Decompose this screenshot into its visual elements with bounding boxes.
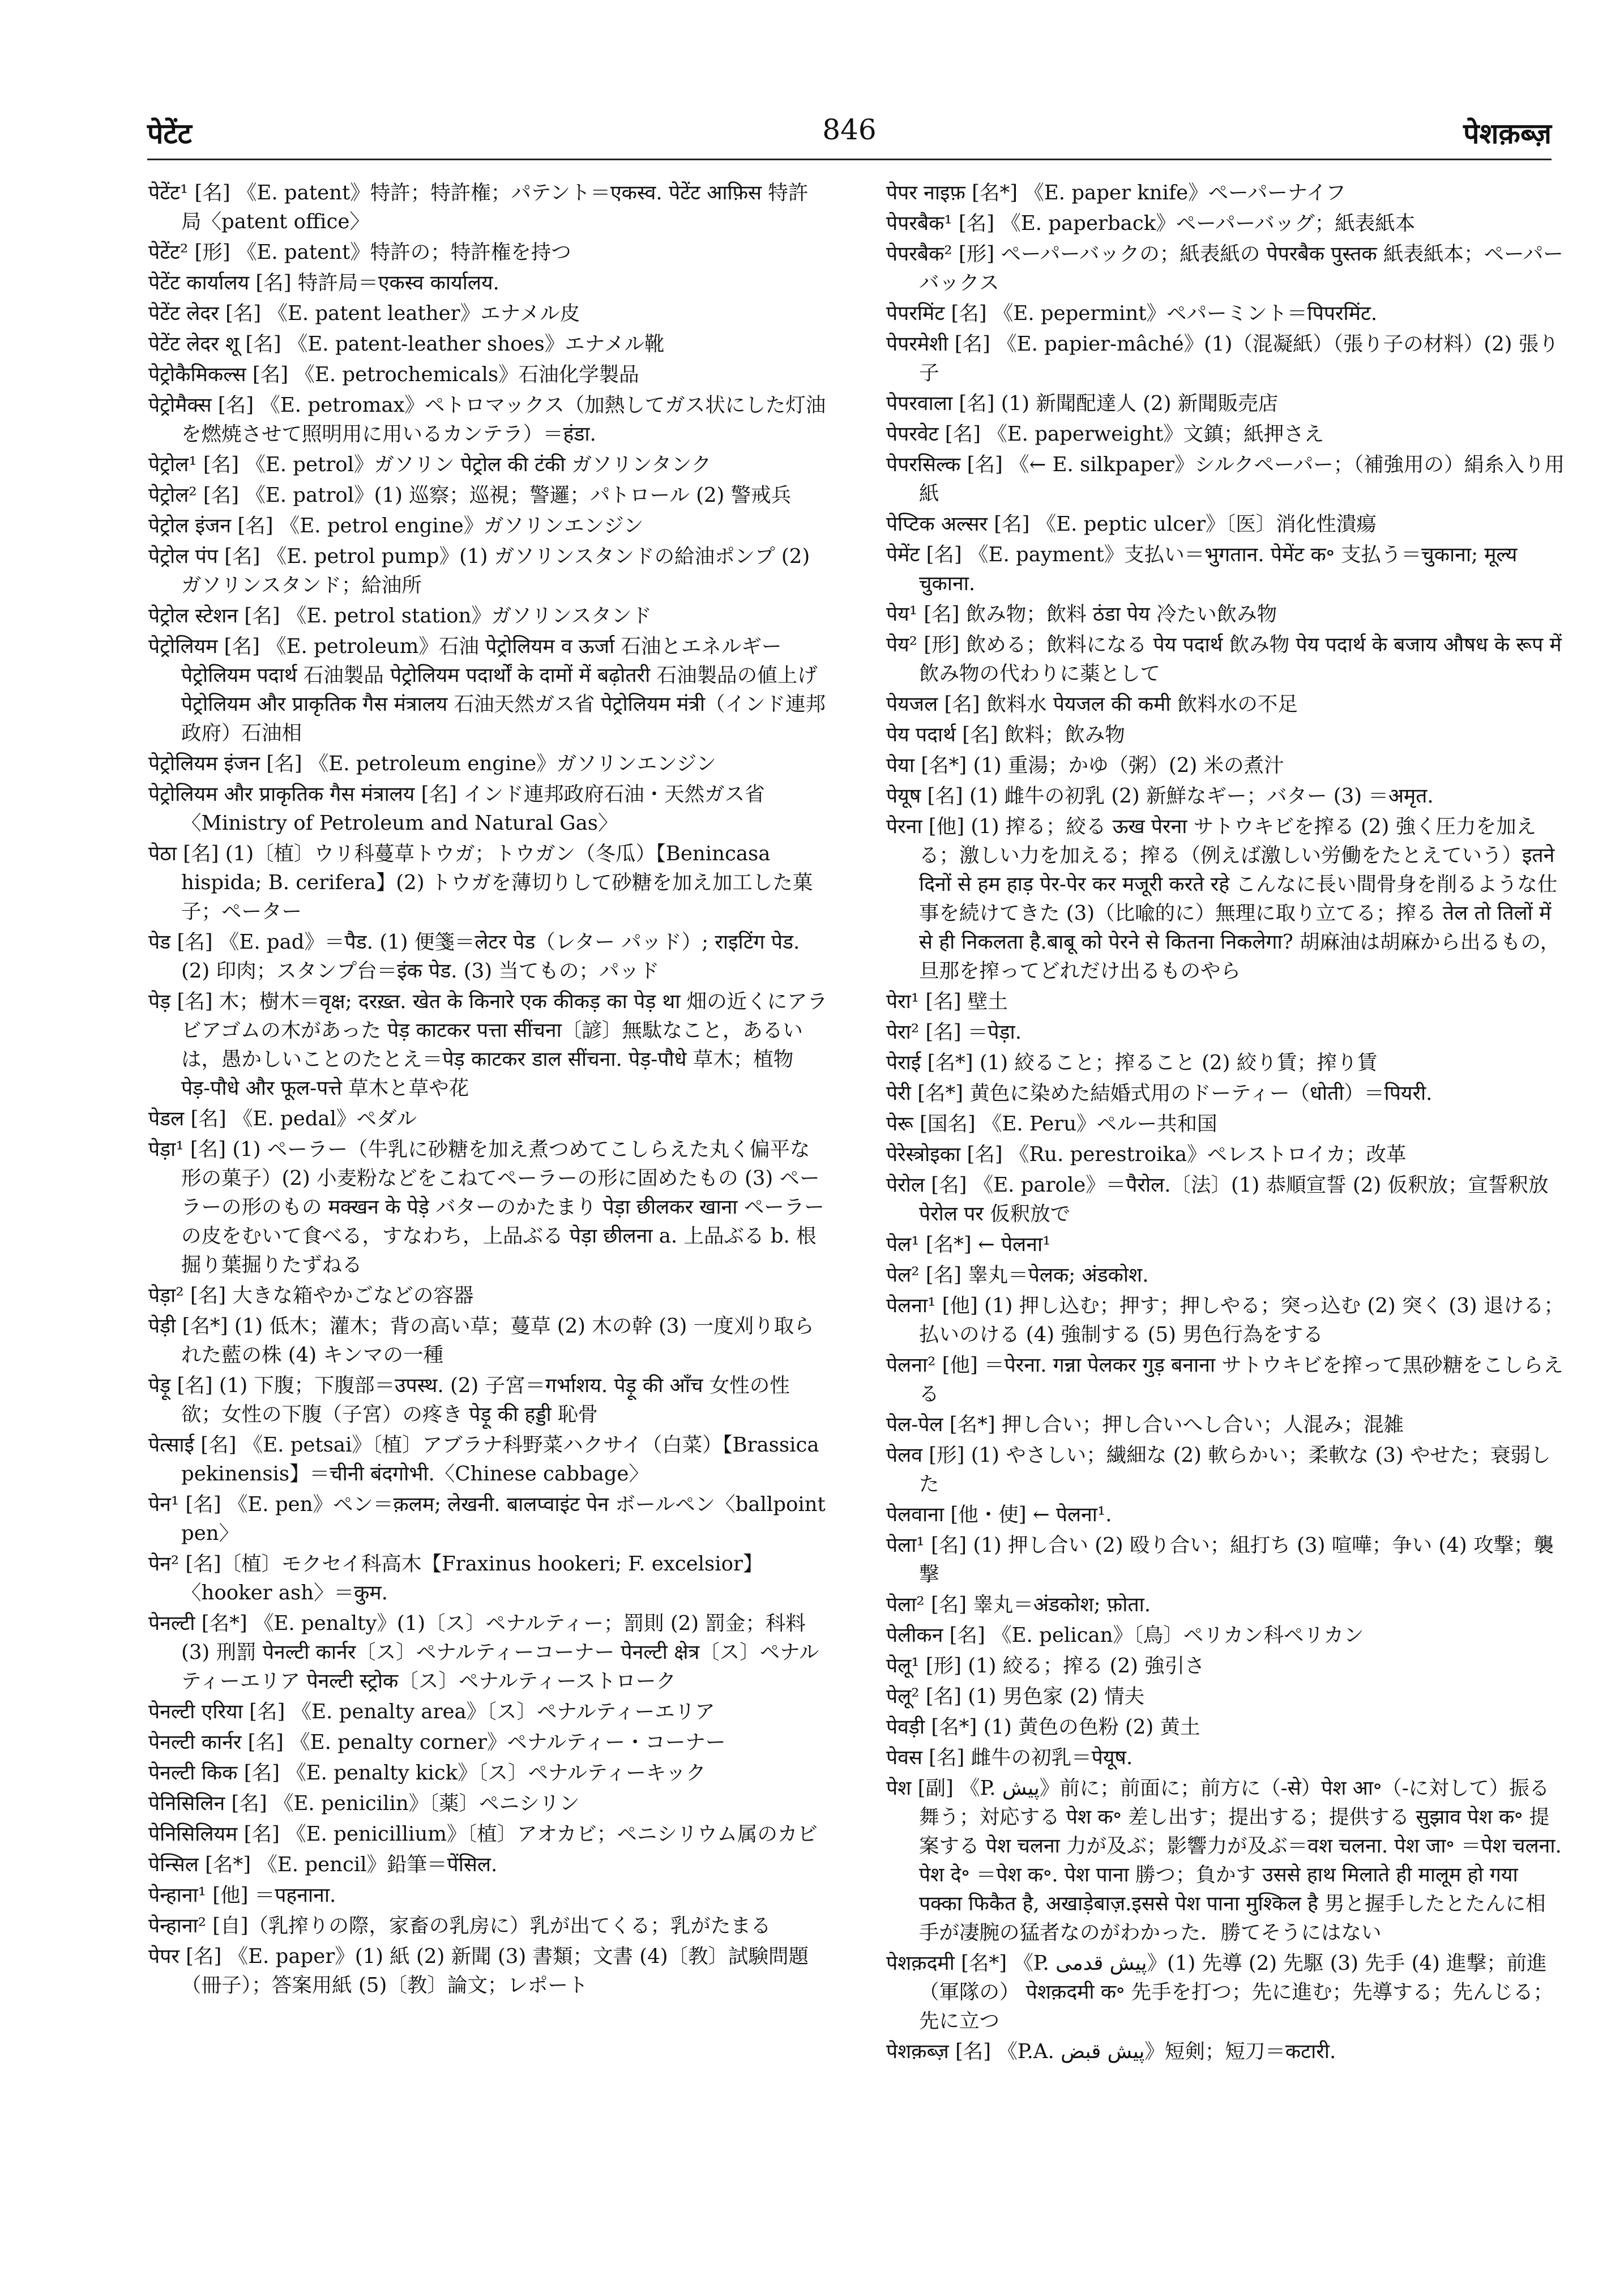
dictionary-entry: पेट्रोमैक्स [名] 《E. petromax》ペトロマックス（加熱してガス状にした灯油を燃焼させて照明用に用いるカンテラ）＝हंडा. (148, 394, 826, 446)
dictionary-entry: पेटेंट लेदर [名] 《E. patent leather》エナメル皮 (148, 302, 580, 325)
dictionary-entry: पेनल्टी किक [名] 《E. penalty kick》〔ス〕ペナルティーキック (148, 1761, 706, 1785)
dictionary-entry: पेट्रोकैमिकल्स [名] 《E. petrochemicals》石油化学製品 (148, 363, 639, 386)
dictionary-entry: पेनल्टी एरिया [名] 《E. penalty area》〔ス〕ペナルティーエリア (148, 1700, 715, 1723)
dictionary-entry: पेमेंट [名] 《E. payment》支払い＝भुगतान. पेमेंट क॰ 支払う＝चुकाना; मूल्य चुकाना. (886, 543, 1518, 595)
dictionary-entry: पेड़ा² [名] 大きな箱やかごなどの容器 (148, 1284, 474, 1307)
dictionary-entry: पेवड़ी [名*] (1) 黄色の色粉 (2) 黄土 (886, 1715, 1200, 1739)
dictionary-entry: पेत्साई [名] 《E. petsai》〔植〕アブラナ科野菜ハクサイ（白菜）【Brassica pekinensis】＝चीनी बंदगोभी.〈Chinese cabbage〉 (148, 1433, 819, 1486)
dictionary-entry: पेलू² [名] (1) 男色家 (2) 情夫 (886, 1685, 1145, 1708)
dictionary-entry: पेनिसिलिन [名] 《E. penicilin》〔薬〕ペニシリン (148, 1792, 580, 1815)
dictionary-entry: पेलना¹ [他] (1) 押し込む；押す；押しやる；突っ込む (2) 突く (3) 退ける；払いのける (4) 強制する (5) 男色行為をする (886, 1294, 1564, 1346)
dictionary-entry: पेनिसिलियम [名] 《E. penicillium》〔植〕アオカビ；ペニシリウム属のカビ (148, 1822, 818, 1846)
left-column (148, 178, 828, 2001)
dictionary-entry: पेनल्टी [名*] 《E. penalty》(1)〔ス〕ペナルティー；罰則 (2) 罰金；科料 (3) 刑罰 पेनल्टी कार्नर〔ス〕ペナルティーコーナー पेनल्टी क्षेत्र〔ス〕ペナルティーエリア पेनल्टी स्ट्रोक〔ス〕ペナルティーストローク (148, 1612, 819, 1693)
dictionary-entry: पेटेंट कार्यालय [名] 特許局＝एकस्व कार्यालय. (148, 271, 499, 294)
dictionary-entry: पेरना [他] (1) 搾る；絞る ऊख पेरना サトウキビを搾る (2) 強く圧力を加える；激しい力を加える；搾る（例えば激しい労働をたとえていう）इतने दिनों से हम हाड़ पेर-पेर कर मजूरी करते रहे こんなに長い間骨身を削るような仕事を続けてきた (3)（比喩的に）無理に取り立てる；搾る तेल तो तिलों में से ही निकलता है.बाबू को पेरने से कितना निकलेगा? 胡麻油は胡麻から出るもの，旦那を搾ってどれだけ出るものやら (886, 815, 1561, 983)
dictionary-entry: पेन² [名]〔植〕モクセイ科高木【Fraxinus hookeri; F. excelsior】〈hooker ash〉＝कुम. (148, 1552, 763, 1604)
left-guide-word: पेटेंट (147, 117, 192, 150)
dictionary-entry: पेलव [形] (1) やさしい；繊細な (2) 軟らかい；柔軟な (3) やせた；衰弱した (886, 1444, 1551, 1496)
dictionary-entry: पेलवाना [他・使] ← पेलना¹. (886, 1503, 1112, 1526)
header-rule (147, 159, 1552, 160)
dictionary-entry: पेरोल [名] 《E. parole》＝पैरोल.〔法〕(1) 恭順宣誓 (2) 仮釈放；宣誓釈放 पेरोल पर 仮釈放で (886, 1173, 1549, 1226)
page-number: 846 (822, 113, 877, 146)
dictionary-entry: पेरू [国名] 《E. Peru》ペルー共和国 (886, 1112, 1217, 1136)
dictionary-entry: पेड़ू [名] (1) 下腹；下腹部＝उपस्थ. (2) 子宮＝गर्भाशय. पेड़ू की आँच 女性の性欲；女性の下腹（子宮）の疼き पेड़ू की हड्डी 恥骨 (148, 1374, 790, 1426)
dictionary-entry: पेट्रोल स्टेशन [名] 《E. petrol station》ガソリンスタンド (148, 604, 652, 628)
dictionary-entry: पेपरमेशी [名] 《E. papier-mâché》(1)（混凝紙）（張り子の材料）(2) 張り子 (886, 332, 1559, 385)
dictionary-entry: पेन्सिल [名*] 《E. pencil》鉛筆＝पेंसिल. (148, 1853, 498, 1876)
dictionary-entry: पेय¹ [名] 飲み物；飲料 ठंडा पेय 冷たい飲み物 (886, 603, 1277, 626)
dictionary-entry: पेवस [名] 雌牛の初乳＝पेयूष. (886, 1746, 1133, 1769)
dictionary-entry: पेपरमिंट [名] 《E. pepermint》ペパーミント＝पिपरमिंट. (886, 302, 1378, 325)
dictionary-entry: पेट्रोल पंप [名] 《E. petrol pump》(1) ガソリンスタンドの給油ポンプ (2) ガソリンスタンド；給油所 (148, 545, 810, 597)
dictionary-entry: पेट्रोल¹ [名] 《E. petrol》ガソリン पेट्रोल की टंकी ガソリンタンク (148, 453, 712, 476)
dictionary-entry: पेल² [名] 睾丸＝पेलक; अंडकोश. (886, 1264, 1149, 1287)
dictionary-entry: पेपर नाइफ़ [名*] 《E. paper knife》ペーパーナイフ (886, 181, 1346, 204)
dictionary-entry: पेड [名] 《E. pad》＝पैड. (1) 便箋＝लेटर पेड（レター パッド）; राइटिंग पेड. (2) 印肉；スタンプ台＝इंक पेड. (3) 当てもの；パッド (148, 931, 800, 983)
dictionary-entry: पेट्रोल इंजन [名] 《E. petrol engine》ガソリンエンジン (148, 514, 644, 537)
dictionary-entry: पेया [名*] (1) 重湯；かゆ（粥）(2) 米の煮汁 (886, 754, 1284, 777)
dictionary-entry: पेट्रोलियम [名] 《E. petroleum》石油 पेट्रोलियम व ऊर्जा 石油とエネルギー पेट्रोलियम पदार्थ 石油製品 पेट्रोलियम पदार्थों के दामों में बढ़ोतरी 石油製品の値上げ पेट्रोलियम और प्राकृतिक गैस मंत्रालय 石油天然ガス省 पेट्रोलियम मंत्री（インド連邦政府）石油相 (148, 635, 826, 745)
dictionary-entry: पेश [副] 《P. پیش》前に；前面に；前方に（-से）पेश आ॰（-に対して）振る舞う；対応する पेश क॰ 差し出す；提出する；提供する सुझाव पेश क॰ 提案する पेश चलना 力が及ぶ；影響力が及ぶ＝वश चलना. पेश जा॰ ＝पेश चलना. पेश दे॰ ＝पेश क॰. पेश पाना 勝つ；負かす उससे हाथ मिलाते ही मालूम हो गया पक्का फिकैत है, अखाड़ेबाज़.इससे पेश पाना मुश्किल है 男と握手したとたんに相手が凄腕の猛者なのがわかった．勝てそうにはない (886, 1777, 1562, 1944)
dictionary-entry: पेपर [名] 《E. paper》(1) 紙 (2) 新聞 (3) 書類；文書 (4)〔教〕試験問題（冊子）；答案用紙 (5)〔教〕論文；レポート (148, 1945, 809, 1997)
dictionary-entry: पेन्हाना² [自]（乳搾りの際，家畜の乳房に）乳が出てくる；乳がたまる (148, 1914, 771, 1937)
right-column (886, 178, 1566, 2068)
dictionary-entry: पेय पदार्थ [名] 飲料；飲み物 (886, 723, 1125, 746)
dictionary-entry: पेड़ी [名*] (1) 低木；灌木；背の高い草；蔓草 (2) 木の幹 (3) 一度刈り取られた藍の株 (4) キンマの一種 (148, 1314, 814, 1367)
dictionary-entry: पेशक़दमी [名*] 《P. پیش قدمی》(1) 先導 (2) 先駆 (3) 先手 (4) 進撃；前進（軍隊の） पेशक़दमी क॰ 先手を打つ；先に進む；先導する；先んじる；先に立つ (886, 1952, 1554, 2033)
dictionary-entry: पेडल [名] 《E. pedal》ペダル (148, 1107, 417, 1130)
dictionary-entry: पेटेंट² [形] 《E. patent》特許の；特許権を持つ (148, 241, 571, 264)
right-guide-word: पेशक़ब्ज़ (1463, 117, 1552, 150)
dictionary-entry: पेयूष [名] (1) 雌牛の初乳 (2) 新鮮なギー；バター (3) ＝अमृत. (886, 784, 1434, 808)
dictionary-entry: पेट्रोलियम इंजन [名] 《E. petroleum engine》ガソリンエンジン (148, 752, 716, 775)
dictionary-entry: पेटेंट लेदर शू [名] 《E. patent-leather shoes》エナメル靴 (148, 332, 665, 356)
dictionary-entry: पेड़ा¹ [名] (1) ペーラー（牛乳に砂糖を加え煮つめてこしらえた丸く偏平な形の菓子）(2) 小麦粉などをこねてペーラーの形に固めたもの (3) ペーラーの形のもの मक्खन के पेड़े バターのかたまり पेड़ा छीलकर खाना ペーラーの皮をむいて食べる，すなわち，上品ぶる पेड़ा छीलना a. 上品ぶる b. 根掘り葉掘りたずねる (148, 1138, 824, 1277)
dictionary-entry: पेरेस्त्रोइका [名] 《Ru. perestroika》ペレストロイカ；改革 (886, 1143, 1407, 1166)
dictionary-entry: पेशक़ब्ज़ [名] 《P.A. پیش قبض》短剣；短刀＝कटारी. (886, 2040, 1336, 2063)
dictionary-entry: पेला¹ [名] (1) 押し合い (2) 殴り合い；組打ち (3) 喧嘩；争い (4) 攻撃；襲撃 (886, 1534, 1554, 1586)
dictionary-entry: पेयजल [名] 飲料水 पेयजल की कमी 飲料水の不足 (886, 693, 1298, 716)
dictionary-entry: पेपरबैक¹ [名] 《E. paperback》ペーパーバッグ；紙表紙本 (886, 212, 1416, 235)
dictionary-entry: पेलीकन [名] 《E. pelican》〔鳥〕ペリカン科ペリカン (886, 1624, 1364, 1647)
dictionary-entry: पेनल्टी कार्नर [名] 《E. penalty corner》ペナルティー・コーナー (148, 1731, 726, 1754)
dictionary-entry: पेपरबैक² [形] ペーパーバックの；紙表紙の पेपरबैक पुस्तक 紙表紙本；ペーパーバックス (886, 242, 1563, 294)
dictionary-entry: पेपरवेट [名] 《E. paperweight》文鎮；紙押さえ (886, 422, 1324, 446)
dictionary-entry: पेय² [形] 飲める；飲料になる पेय पदार्थ 飲み物 पेय पदार्थ के बजाय औषध के रूप में 飲み物の代わりに薬として (886, 633, 1562, 685)
dictionary-entry: पेपरवाला [名] (1) 新聞配達人 (2) 新聞販売店 (886, 392, 1279, 415)
dictionary-entry: पेरा² [名] ＝पेड़ा. (886, 1021, 1022, 1044)
dictionary-entry: पेन¹ [名] 《E. pen》ペン＝क़लम; लेखनी. बालप्वाइंट पेन ボールペン〈ballpoint pen〉 (148, 1493, 826, 1545)
dictionary-entry: पेपरसिल्क [名] 《← E. silkpaper》シルクペーパー；（補強用の）絹糸入り用紙 (886, 453, 1565, 505)
dictionary-entry: पेट्रोल² [名] 《E. patrol》(1) 巡察；巡視；警邏；パトロール (2) 警戒兵 (148, 484, 792, 507)
dictionary-entry: पेलना² [他] ＝पेरना. गन्ना पेलकर गुड़ बनाना サトウキビを搾って黒砂糖をこしらえる (886, 1354, 1563, 1406)
page-header (147, 102, 1552, 164)
dictionary-entry: पेला² [名] 睾丸＝अंडकोश; फ़ोता. (886, 1593, 1151, 1616)
dictionary-entry: पेल¹ [名*] ← पेलना¹ (886, 1233, 1051, 1256)
dictionary-entry: पेड़ [名] 木；樹木＝वृक्ष; दरख़्त. खेत के किनारे एक कीकड़ का पेड़ था 畑の近くにアラビアゴムの木があった पेड़ काटकर पत्ता सींचना〔諺〕無駄なこと，あるいは，愚かしいことのたとえ＝पेड़ काटकर डाल सींचना. पेड़-पौधे 草木；植物 पेड़-पौधे और फूल-पत्ते 草木と草や花 (148, 990, 828, 1100)
dictionary-entry: पेटेंट¹ [名] 《E. patent》特許；特許権；パテント＝एकस्व. पेटेंट आफ़िस 特許局〈patent office〉 (148, 181, 809, 233)
dictionary-entry: पेल-पेल [名*] 押し合い；押し合いへし合い；人混み；混雑 (886, 1413, 1404, 1436)
dictionary-entry: पेराई [名*] (1) 絞ること；搾ること (2) 絞り賃；搾り賃 (886, 1051, 1378, 1074)
dictionary-entry: पेलू¹ [形] (1) 絞る；搾る (2) 強引さ (886, 1654, 1205, 1678)
dictionary-entry: पेप्टिक अल्सर [名] 《E. peptic ulcer》〔医〕消化性潰瘍 (886, 513, 1377, 536)
dictionary-entry: पेरी [名*] 黄色に染めた結婚式用のドーティー（धोती）＝पियरी. (886, 1082, 1433, 1105)
dictionary-entry: पेन्हाना¹ [他] ＝पहनाना. (148, 1884, 336, 1907)
dictionary-entry: पेरा¹ [名] 壁土 (886, 990, 1008, 1013)
dictionary-entry: पेठा [名] (1)〔植〕ウリ科蔓草トウガ；トウガン（冬瓜）【Benincasa hispida; B. cerifera】(2) トウガを薄切りして砂糖を加え加工した菓子；ペーター (148, 842, 813, 923)
dictionary-entry: पेट्रोलियम और प्राकृतिक गैस मंत्रालय [名] インド連邦政府石油・天然ガス省〈Ministry of Petroleum and Natural Gas〉 (148, 783, 765, 835)
